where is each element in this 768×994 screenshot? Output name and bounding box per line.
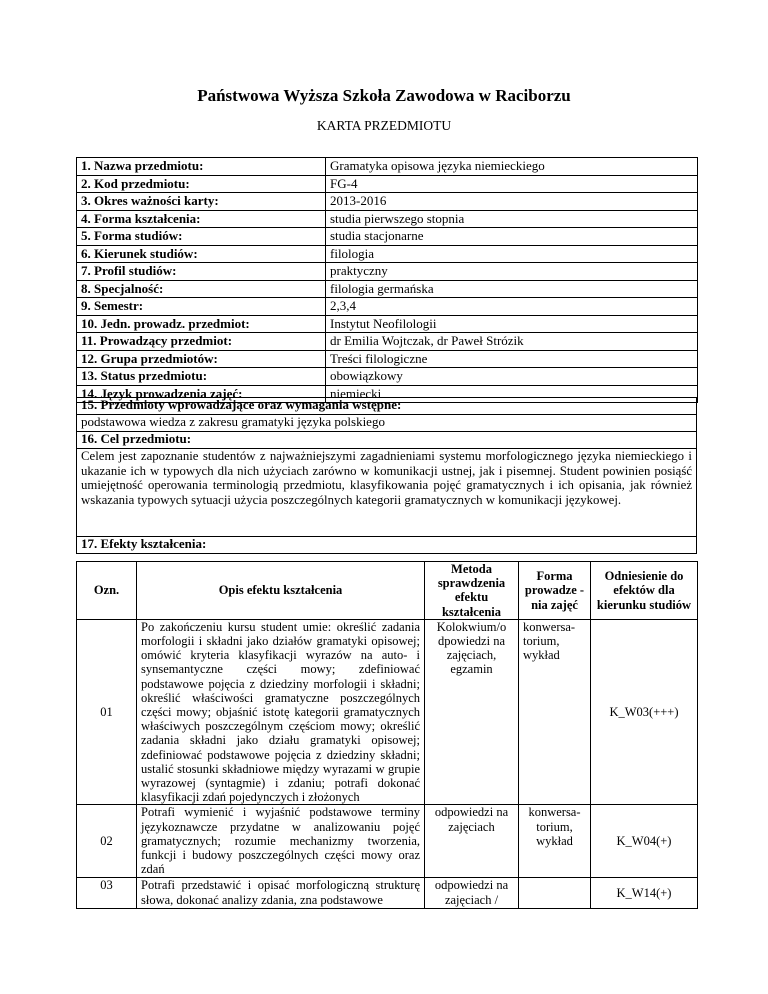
header-odniesienie: Odniesienie do efektów dla kierunku studiów [591, 562, 698, 620]
course-description-table [76, 397, 697, 554]
info-label: 12. Grupa przedmiotów: [77, 350, 326, 368]
outcome-description: Po zakończeniu kursu student umie: określić zadania morfologii i składni jako działów gramatyki opisowej; omówić kryteria klasyfikacji wyrazów na auto- i synsemantyczne części mowy; zdefiniować podstawowe pojęcia z dziedziny morfologii i składni; określić właściwości gramatyczne poszczególnych części mowy; objaśnić istotę kategorii gramatycznych właściwych poszczególnym częściom mowy; określić zadania składni jako działu gramatyki opisowej; zdefiniować podstawowe pojęcia z dziedziny składni; ustalić stosunki składniowe między wyrazami w grupie wyrazowej (syntagmie) i zdaniu; potrafi dokonać klasyfikacji zdań pojedynczych i złożonych [137, 619, 425, 805]
outcome-description: Potrafi przedstawić i opisać morfologiczną strukturę słowa, dokonać analizy zdania, zna podstawowe [137, 878, 425, 909]
info-row [77, 158, 698, 176]
info-row [77, 245, 698, 263]
info-label: 11. Prowadzący przedmiot: [77, 333, 326, 351]
info-row [77, 263, 698, 281]
info-label: 7. Profil studiów: [77, 263, 326, 281]
info-label: 8. Specjalność: [77, 280, 326, 298]
info-label: 10. Jedn. prowadz. przedmiot: [77, 315, 326, 333]
outcome-reference: K_W03(+++) [591, 619, 698, 805]
info-label: 9. Semestr: [77, 298, 326, 316]
info-value: Gramatyka opisowa języka niemieckiego [326, 158, 698, 176]
info-value: 2013-2016 [326, 193, 698, 211]
info-row [77, 315, 698, 333]
outcome-code: 02 [77, 805, 137, 878]
info-value: 2,3,4 [326, 298, 698, 316]
info-label: 3. Okres ważności karty: [77, 193, 326, 211]
course-goal-heading: 16. Cel przedmiotu: [77, 432, 697, 449]
prerequisites-text: podstawowa wiedza z zakresu gramatyki języka polskiego [77, 415, 697, 432]
info-value: niemiecki [326, 385, 698, 403]
info-value: filologia germańska [326, 280, 698, 298]
info-value: filologia [326, 245, 698, 263]
info-row [77, 175, 698, 193]
outcome-row [77, 878, 698, 909]
info-label: 4. Forma kształcenia: [77, 210, 326, 228]
outcome-form: konwersa-torium, wykład [519, 805, 591, 878]
info-row [77, 210, 698, 228]
info-label: 2. Kod przedmiotu: [77, 175, 326, 193]
outcome-code: 03 [77, 878, 137, 909]
outcome-form: konwersa-torium, wykład [519, 619, 591, 805]
outcome-code: 01 [77, 619, 137, 805]
info-value: Instytut Neofilologii [326, 315, 698, 333]
learning-outcomes-table [76, 561, 698, 909]
info-value: obowiązkowy [326, 368, 698, 386]
info-row [77, 228, 698, 246]
info-value: Treści filologiczne [326, 350, 698, 368]
outcome-row [77, 805, 698, 878]
course-info-table [76, 157, 698, 403]
outcome-reference: K_W04(+) [591, 805, 698, 878]
info-row [77, 368, 698, 386]
info-value: FG-4 [326, 175, 698, 193]
outcome-method: Kolokwium/o dpowiedzi na zajęciach, egzamin [425, 619, 519, 805]
outcome-method: odpowiedzi na zajęciach [425, 805, 519, 878]
info-label: 5. Forma studiów: [77, 228, 326, 246]
info-label: 1. Nazwa przedmiotu: [77, 158, 326, 176]
prerequisites-heading: 15. Przedmioty wprowadzające oraz wymagania wstępne: [77, 398, 697, 415]
learning-outcomes-heading: 17. Efekty kształcenia: [77, 537, 697, 554]
school-name: Państwowa Wyższa Szkoła Zawodowa w Raciborzu [197, 86, 571, 105]
outcome-method: odpowiedzi na zajęciach / [425, 878, 519, 909]
outcome-row [77, 619, 698, 805]
outcome-reference: K_W14(+) [591, 878, 698, 909]
header-opis: Opis efektu kształcenia [137, 562, 425, 620]
info-value: praktyczny [326, 263, 698, 281]
info-row [77, 350, 698, 368]
info-row [77, 298, 698, 316]
info-label: 14. Język prowadzenia zajęć: [77, 385, 326, 403]
header-ozn: Ozn. [77, 562, 137, 620]
header-forma: Forma prowadze -nia zajęć [519, 562, 591, 620]
info-label: 13. Status przedmiotu: [77, 368, 326, 386]
document-title: KARTA PRZEDMIOTU [316, 118, 452, 133]
info-label: 6. Kierunek studiów: [77, 245, 326, 263]
info-value: studia stacjonarne [326, 228, 698, 246]
outcome-description: Potrafi wymienić i wyjaśnić podstawowe terminy językoznawcze przydatne w analizowaniu pojęć gramatycznych; rozumie mechanizmy tworzenia, funkcji i budowy poszczególnych części mowy oraz zdań [137, 805, 425, 878]
info-row [77, 193, 698, 211]
course-goal-text: Celem jest zapoznanie studentów z najważniejszymi zagadnieniami systemu morfologicznego języka niemieckiego i ukazanie ich w typowych dla nich użyciach zarówno w komunikacji ustnej, jak i pisemnej. Student powinien posiąść umiejętność operowania terminologią przedmiotu, klasyfikowania pojęć gramatycznych i ich opisania, jak również wskazania typowych sytuacji użycia poszczególnych kategorii gramatycznych w komunikacji językowej. [77, 449, 697, 537]
header-metoda: Metoda sprawdzenia efektu kształcenia [425, 562, 519, 620]
info-value: dr Emilia Wojtczak, dr Paweł Strózik [326, 333, 698, 351]
info-value: studia pierwszego stopnia [326, 210, 698, 228]
info-row [77, 280, 698, 298]
info-row [77, 333, 698, 351]
outcome-form [519, 878, 591, 909]
